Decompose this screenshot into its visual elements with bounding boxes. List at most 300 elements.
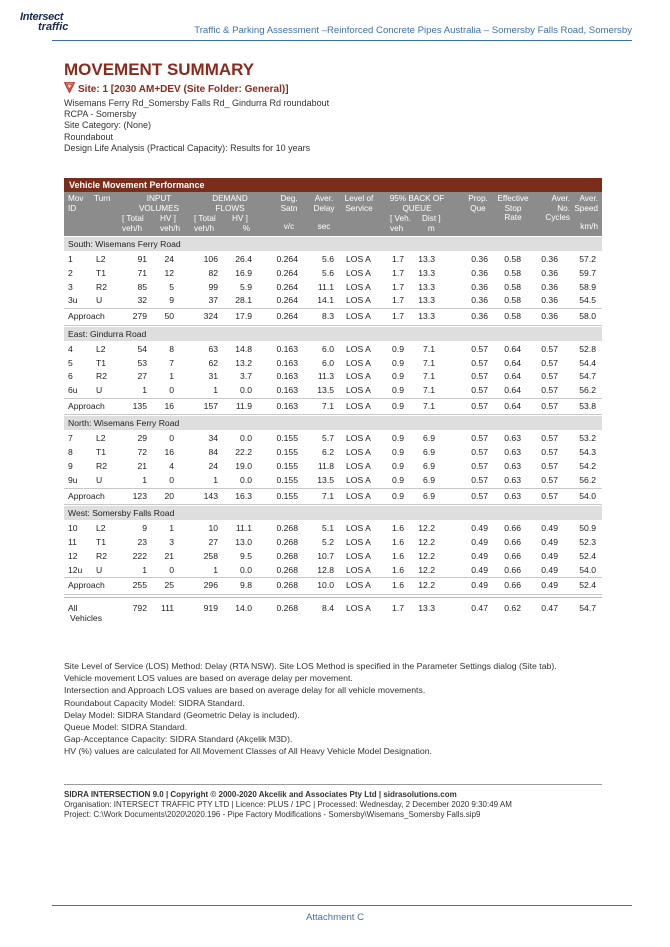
cell-level-of-service: LOS A (346, 267, 371, 278)
table-row (64, 431, 602, 445)
cell-demand-hv-pct: 5.9 (240, 281, 252, 292)
cell-mov-id: Approach (68, 311, 105, 322)
cell-aver-delay: 5.6 (322, 254, 334, 264)
cell-level-of-service: LOS A (346, 580, 371, 591)
cell-input-total: 1 (142, 385, 147, 396)
cell-deg-satn: 0.264 (276, 295, 298, 306)
cell-aver-speed: 54.4 (579, 357, 596, 368)
cell-input-total: 54 (137, 343, 147, 354)
cell-deg-satn: 0.264 (276, 281, 298, 292)
table-caption: Vehicle Movement Performance (64, 178, 602, 192)
cell-aver-delay: 11.8 (317, 461, 334, 471)
note-line: Gap-Acceptance Capacity: SIDRA Standard (Akçelik M3D). (64, 734, 293, 745)
cell-queue-veh: 0.9 (392, 343, 404, 354)
col-back-of-queue: 95% BACK OF QUEUE (389, 194, 445, 213)
cell-prop-que: 0.49 (471, 550, 488, 561)
cell-mov-id: 11 (68, 536, 77, 547)
cell-level-of-service: LOS A (346, 461, 371, 471)
section-header: East: Gindurra Road (64, 327, 602, 341)
cell-aver-cycles: 0.57 (541, 490, 558, 501)
table-row (64, 383, 602, 397)
cell-aver-cycles: 0.36 (541, 281, 558, 292)
cell-mov-id: 10 (68, 523, 78, 534)
cell-prop-que: 0.49 (471, 564, 488, 575)
cell-stop-rate: 0.58 (504, 281, 521, 292)
cell-aver-speed: 56.2 (579, 385, 596, 396)
cell-demand-total: 62 (208, 357, 218, 368)
col-effective-stop-rate: Effective Stop Rate (497, 194, 529, 222)
cell-prop-que: 0.47 (471, 602, 488, 613)
footer-project-path: Project: C:\Work Documents\2020\2020.196 - Pipe Factory Modifications - Somersby\Wisemans_Somersby Falls.sip9 (64, 810, 481, 820)
cell-stop-rate: 0.64 (504, 385, 521, 396)
cell-demand-total: 82 (208, 267, 218, 278)
cell-input-hv: 111 (160, 602, 174, 613)
cell-input-total: 222 (132, 550, 147, 561)
cell-aver-delay: 13.5 (317, 385, 334, 396)
site-info-line: Design Life Analysis (Practical Capacity): Results for 10 years (64, 142, 311, 153)
software-footer (64, 790, 512, 821)
attachment-label: Attachment C (305, 912, 365, 923)
cell-demand-hv-pct: 22.2 (235, 447, 252, 458)
cell-demand-hv-pct: 9.8 (240, 580, 252, 591)
cell-prop-que: 0.57 (471, 357, 488, 368)
cell-queue-dist: 12.2 (418, 564, 435, 575)
cell-aver-cycles: 0.36 (541, 311, 558, 322)
cell-turn: U (96, 295, 103, 306)
cell-deg-satn: 0.155 (276, 474, 298, 485)
note-line: HV (%) values are calculated for All Movement Classes of All Heavy Vehicle Model Designation. (64, 746, 432, 757)
cell-queue-veh: 0.9 (392, 400, 404, 411)
cell-prop-que: 0.57 (471, 490, 488, 501)
cell-input-hv: 0 (169, 433, 174, 444)
footer-divider (64, 784, 602, 785)
cell-aver-delay: 6.2 (322, 447, 334, 458)
cell-aver-delay: 6.0 (322, 343, 334, 354)
cell-turn: R2 (96, 461, 107, 471)
cell-input-hv: 8 (169, 343, 174, 354)
approach-row (64, 488, 602, 503)
cell-aver-speed: 50.9 (579, 523, 596, 534)
cell-deg-satn: 0.268 (276, 564, 298, 575)
col-input-hv: HV ] veh/h (160, 214, 181, 233)
cell-queue-veh: 1.7 (392, 254, 404, 264)
cell-input-hv: 1 (169, 523, 174, 534)
table-row (64, 445, 602, 459)
col-level-of-service: Level of Service (344, 194, 374, 213)
yield-sign-icon (64, 82, 75, 93)
cell-prop-que: 0.49 (471, 536, 488, 547)
cell-queue-dist: 7.1 (423, 357, 435, 368)
cell-mov-id: 4 (68, 343, 73, 354)
cell-demand-total: 919 (203, 602, 218, 613)
cell-queue-veh: 1.7 (392, 602, 404, 613)
cell-input-hv: 25 (164, 580, 174, 591)
cell-demand-total: 1 (213, 385, 218, 396)
cell-input-hv: 9 (169, 295, 174, 306)
cell-level-of-service: LOS A (346, 343, 371, 354)
cell-mov-id: 1 (68, 254, 73, 264)
cell-turn: L2 (96, 343, 106, 354)
col-demand-hv: HV ] % (232, 214, 250, 233)
all-vehicles-label: Vehicles (70, 612, 103, 623)
cell-queue-veh: 1.6 (392, 564, 404, 575)
cell-deg-satn: 0.155 (276, 461, 298, 471)
cell-mov-id: 9u (68, 474, 78, 485)
cell-demand-hv-pct: 26.4 (235, 254, 252, 264)
cell-turn: T1 (96, 536, 107, 547)
intersect-traffic-logo (20, 12, 68, 32)
row-divider (64, 414, 602, 415)
cell-mov-id: 9 (68, 461, 73, 471)
cell-deg-satn: 0.163 (276, 371, 298, 382)
cell-queue-veh: 1.6 (392, 550, 404, 561)
cell-prop-que: 0.36 (471, 311, 488, 322)
cell-input-total: 71 (137, 267, 147, 278)
cell-aver-delay: 10.0 (317, 580, 334, 591)
site-info-line: Roundabout (64, 131, 114, 142)
cell-demand-hv-pct: 13.0 (235, 536, 252, 547)
site-info-line: RCPA - Somersby (64, 109, 137, 120)
cell-aver-delay: 7.1 (322, 490, 334, 501)
cell-stop-rate: 0.63 (504, 461, 521, 471)
cell-demand-total: 37 (208, 295, 218, 306)
cell-level-of-service: LOS A (346, 311, 371, 322)
logo-line-1: Intersect (20, 11, 64, 23)
cell-stop-rate: 0.66 (504, 550, 521, 561)
cell-mov-id: 7 (68, 433, 73, 444)
approach-row (64, 308, 602, 323)
cell-prop-que: 0.57 (471, 371, 488, 382)
note-line: Delay Model: SIDRA Standard (Geometric Delay is included). (64, 709, 300, 720)
section-header: West: Somersby Falls Road (64, 506, 602, 520)
cell-queue-veh: 1.7 (392, 281, 404, 292)
col-input-volumes: INPUT VOLUMES (138, 194, 180, 213)
cell-deg-satn: 0.155 (276, 490, 298, 501)
cell-input-hv: 3 (169, 536, 174, 547)
cell-level-of-service: LOS A (346, 400, 371, 411)
cell-aver-cycles: 0.36 (541, 267, 558, 278)
cell-demand-total: 1 (213, 474, 218, 485)
cell-aver-cycles: 0.57 (541, 433, 558, 444)
cell-aver-speed: 53.8 (579, 400, 596, 411)
cell-aver-cycles: 0.49 (541, 550, 558, 561)
cell-input-hv: 0 (169, 474, 174, 485)
footer-organisation: Organisation: INTERSECT TRAFFIC PTY LTD | Licence: PLUS / 1PC | Processed: Wednesday, 2 December 2020 9:30:49 AM (64, 800, 512, 810)
cell-mov-id: 12u (68, 564, 83, 575)
cell-deg-satn: 0.268 (276, 536, 298, 547)
cell-stop-rate: 0.66 (504, 580, 521, 591)
cell-aver-speed: 52.4 (579, 550, 596, 561)
col-deg-satn: Deg. Satn v/c (280, 194, 298, 231)
cell-aver-speed: 52.8 (579, 343, 596, 354)
cell-input-total: 32 (137, 295, 147, 306)
table-row (64, 549, 602, 563)
cell-stop-rate: 0.66 (504, 564, 521, 575)
cell-turn: U (96, 564, 103, 575)
cell-demand-total: 27 (208, 536, 218, 547)
col-queue-veh: [ Veh. veh (390, 214, 411, 233)
cell-input-total: 23 (137, 536, 147, 547)
table-row (64, 266, 602, 280)
cell-stop-rate: 0.64 (504, 357, 521, 368)
cell-stop-rate: 0.63 (504, 490, 521, 501)
cell-level-of-service: LOS A (346, 295, 371, 306)
cell-input-hv: 24 (164, 254, 174, 264)
cell-demand-hv-pct: 14.0 (235, 602, 252, 613)
cell-input-total: 9 (142, 523, 147, 534)
table-row (64, 535, 602, 549)
cell-aver-speed: 54.7 (579, 371, 596, 382)
cell-demand-hv-pct: 0.0 (240, 433, 252, 444)
cell-queue-veh: 0.9 (392, 490, 404, 501)
table-row (64, 356, 602, 370)
site-name: Site: 1 [2030 AM+DEV (Site Folder: General)] (78, 84, 289, 95)
page-title: MOVEMENT SUMMARY (64, 60, 255, 79)
cell-aver-speed: 54.3 (579, 447, 596, 458)
cell-deg-satn: 0.268 (276, 523, 298, 534)
cell-aver-cycles: 0.57 (541, 371, 558, 382)
cell-demand-hv-pct: 9.5 (240, 550, 252, 561)
cell-mov-id: 8 (68, 447, 73, 458)
col-demand-flows: DEMAND FLOWS (212, 194, 248, 213)
cell-input-total: 123 (132, 490, 147, 501)
cell-prop-que: 0.36 (471, 267, 488, 278)
cell-level-of-service: LOS A (346, 602, 371, 613)
cell-aver-cycles: 0.57 (541, 343, 558, 354)
cell-prop-que: 0.57 (471, 474, 488, 485)
col-input-total: [ Total veh/h (122, 214, 144, 233)
cell-level-of-service: LOS A (346, 433, 371, 444)
table-row (64, 280, 602, 294)
cell-aver-cycles: 0.47 (541, 602, 558, 613)
cell-prop-que: 0.57 (471, 461, 488, 471)
method-notes (64, 660, 557, 758)
cell-demand-hv-pct: 19.0 (235, 461, 252, 471)
cell-stop-rate: 0.58 (504, 267, 521, 278)
cell-stop-rate: 0.58 (504, 311, 521, 322)
cell-demand-total: 99 (208, 281, 218, 292)
cell-turn: T1 (96, 447, 107, 458)
cell-queue-dist: 7.1 (423, 371, 435, 382)
cell-deg-satn: 0.155 (276, 433, 298, 444)
cell-queue-veh: 1.7 (392, 267, 404, 278)
all-vehicles-label: All (68, 602, 78, 613)
col-turn: Turn (94, 194, 111, 203)
cell-demand-total: 324 (203, 311, 218, 322)
cell-input-total: 29 (137, 433, 147, 444)
col-prop-que: Prop. Que (468, 194, 488, 213)
cell-prop-que: 0.57 (471, 385, 488, 396)
cell-queue-veh: 1.7 (392, 295, 404, 306)
cell-mov-id: 6u (68, 385, 78, 396)
cell-queue-dist: 7.1 (423, 400, 435, 411)
cell-input-hv: 4 (169, 461, 174, 471)
cell-queue-dist: 13.3 (418, 602, 435, 613)
cell-deg-satn: 0.264 (276, 311, 298, 322)
cell-prop-que: 0.49 (471, 523, 488, 534)
cell-input-total: 72 (137, 447, 147, 458)
cell-stop-rate: 0.64 (504, 343, 521, 354)
cell-demand-total: 34 (208, 433, 218, 444)
cell-queue-dist: 12.2 (418, 580, 435, 591)
cell-level-of-service: LOS A (346, 371, 371, 382)
cell-demand-hv-pct: 16.3 (235, 490, 252, 501)
cell-demand-total: 157 (203, 400, 218, 411)
cell-aver-cycles: 0.49 (541, 536, 558, 547)
site-info-line: Site Category: (None) (64, 120, 152, 131)
cell-turn: U (96, 474, 103, 485)
cell-stop-rate: 0.63 (504, 433, 521, 444)
cell-queue-dist: 6.9 (423, 433, 435, 444)
cell-mov-id: 3u (68, 295, 78, 306)
cell-deg-satn: 0.264 (276, 254, 298, 264)
cell-stop-rate: 0.66 (504, 536, 521, 547)
cell-queue-veh: 0.9 (392, 461, 404, 471)
cell-mov-id: 6 (68, 371, 73, 382)
cell-prop-que: 0.57 (471, 400, 488, 411)
cell-demand-total: 84 (208, 447, 218, 458)
cell-stop-rate: 0.62 (504, 602, 521, 613)
col-queue-dist: Dist ] m (422, 214, 441, 233)
cell-deg-satn: 0.155 (276, 447, 298, 458)
cell-queue-dist: 6.9 (423, 474, 435, 485)
cell-input-total: 1 (142, 474, 147, 485)
cell-aver-cycles: 0.57 (541, 385, 558, 396)
cell-input-total: 91 (137, 254, 147, 264)
cell-aver-speed: 58.9 (579, 281, 596, 292)
cell-queue-dist: 13.3 (418, 295, 435, 306)
cell-queue-dist: 6.9 (423, 447, 435, 458)
cell-demand-total: 63 (208, 343, 218, 354)
cell-queue-veh: 1.6 (392, 536, 404, 547)
cell-demand-hv-pct: 14.8 (235, 343, 252, 354)
cell-queue-dist: 12.2 (418, 523, 435, 534)
cell-queue-dist: 13.3 (418, 311, 435, 322)
cell-queue-veh: 1.6 (392, 580, 404, 591)
cell-demand-total: 106 (203, 254, 218, 264)
page-header (0, 0, 670, 44)
col-mov-id: Mov ID (68, 194, 84, 213)
cell-queue-dist: 7.1 (423, 385, 435, 396)
cell-aver-delay: 7.1 (322, 400, 334, 411)
cell-aver-delay: 14.1 (317, 295, 334, 306)
cell-level-of-service: LOS A (346, 385, 371, 396)
cell-queue-dist: 13.3 (418, 254, 435, 264)
cell-queue-dist: 13.3 (418, 267, 435, 278)
cell-level-of-service: LOS A (346, 254, 371, 264)
cell-input-hv: 16 (164, 400, 174, 411)
cell-turn: L2 (96, 433, 106, 444)
site-line (64, 82, 289, 95)
cell-aver-cycles: 0.49 (541, 523, 558, 534)
cell-deg-satn: 0.268 (276, 550, 298, 561)
col-aver-delay: Aver. Delay sec (313, 194, 335, 231)
cell-queue-veh: 1.6 (392, 523, 404, 534)
cell-aver-speed: 58.0 (579, 311, 596, 322)
row-divider (64, 325, 602, 326)
note-line: Site Level of Service (LOS) Method: Delay (RTA NSW). Site LOS Method is specified in the Parameter Settings dialog (Site tab). (64, 661, 557, 671)
cell-aver-delay: 5.1 (322, 523, 334, 534)
col-aver-no-cycles: Aver. No. Cycles (545, 194, 570, 222)
cell-aver-speed: 54.2 (579, 461, 596, 471)
cell-queue-dist: 12.2 (418, 550, 435, 561)
cell-demand-total: 31 (208, 371, 218, 382)
cell-input-total: 21 (137, 461, 147, 471)
cell-input-total: 1 (142, 564, 147, 575)
table-row (64, 293, 602, 307)
cell-input-total: 53 (137, 357, 147, 368)
cell-aver-delay: 10.7 (317, 550, 334, 561)
cell-queue-dist: 12.2 (418, 536, 435, 547)
cell-prop-que: 0.57 (471, 447, 488, 458)
logo-line-2: traffic (38, 21, 69, 33)
cell-queue-veh: 0.9 (392, 433, 404, 444)
cell-aver-delay: 12.8 (317, 564, 334, 575)
cell-stop-rate: 0.58 (504, 254, 521, 264)
cell-aver-speed: 54.7 (579, 602, 596, 613)
cell-input-hv: 20 (164, 490, 174, 501)
cell-deg-satn: 0.163 (276, 385, 298, 396)
cell-aver-speed: 54.5 (579, 295, 596, 306)
cell-demand-hv-pct: 11.1 (235, 523, 252, 534)
cell-deg-satn: 0.264 (276, 267, 298, 278)
cell-aver-speed: 53.2 (579, 433, 596, 444)
cell-aver-cycles: 0.57 (541, 461, 558, 471)
cell-demand-hv-pct: 0.0 (240, 474, 252, 485)
cell-queue-dist: 6.9 (423, 461, 435, 471)
table-row (64, 521, 602, 535)
note-line: Vehicle movement LOS values are based on average delay per movement. (64, 673, 353, 684)
cell-queue-dist: 6.9 (423, 490, 435, 501)
cell-demand-total: 24 (208, 461, 218, 471)
site-info-line: Wisemans Ferry Rd_Somersby Falls Rd_ Gindurra Rd roundabout (64, 98, 330, 108)
row-divider (64, 594, 602, 595)
cell-demand-total: 143 (203, 490, 218, 501)
cell-aver-delay: 6.0 (322, 357, 334, 368)
cell-stop-rate: 0.63 (504, 474, 521, 485)
cell-aver-cycles: 0.57 (541, 474, 558, 485)
cell-input-total: 279 (132, 311, 147, 322)
cell-turn: L2 (96, 523, 106, 534)
cell-mov-id: Approach (68, 580, 105, 591)
cell-input-hv: 5 (169, 281, 174, 292)
footer-copyright: SIDRA INTERSECTION 9.0 | Copyright © 2000-2020 Akcelik and Associates Pty Ltd | sidrasolutions.com (64, 790, 457, 799)
cell-level-of-service: LOS A (346, 447, 371, 458)
cell-input-hv: 1 (169, 371, 174, 382)
approach-row (64, 577, 602, 592)
cell-aver-cycles: 0.36 (541, 254, 558, 264)
note-line: Roundabout Capacity Model: SIDRA Standard. (64, 697, 245, 708)
cell-mov-id: Approach (68, 400, 105, 411)
cell-aver-cycles: 0.57 (541, 400, 558, 411)
cell-aver-cycles: 0.36 (541, 295, 558, 306)
cell-demand-hv-pct: 17.9 (235, 311, 252, 322)
document-title: Traffic & Parking Assessment –Reinforced Concrete Pipes Australia – Somersby Falls Road, Somersby (194, 25, 632, 36)
attachment-divider (52, 905, 632, 906)
cell-input-hv: 7 (169, 357, 174, 368)
cell-stop-rate: 0.64 (504, 371, 521, 382)
cell-turn: U (96, 385, 103, 396)
table-row (64, 342, 602, 356)
cell-level-of-service: LOS A (346, 523, 371, 534)
cell-mov-id: 5 (68, 357, 73, 368)
cell-stop-rate: 0.63 (504, 447, 521, 458)
cell-deg-satn: 0.268 (276, 602, 298, 613)
header-divider (52, 40, 632, 41)
table-row (64, 369, 602, 383)
cell-input-total: 135 (132, 400, 147, 411)
cell-aver-delay: 8.4 (322, 602, 334, 613)
